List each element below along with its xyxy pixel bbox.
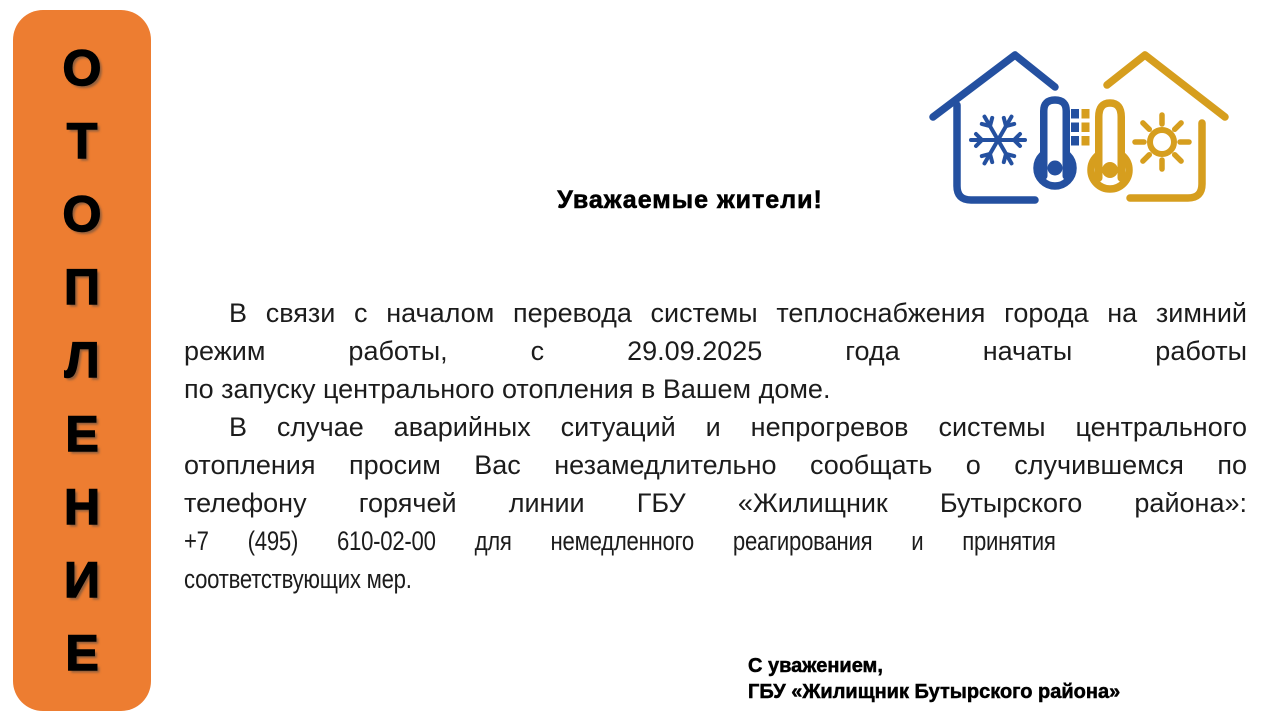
banner-letter: П [64,259,100,316]
body-line: по запуску центрального отопления в Вашем доме. [184,374,831,404]
body-line-phone: +7 (495) 610-02-00 для немедленного реагирования и принятия [184,526,1056,556]
banner-letter: И [64,551,100,608]
signature-block [748,653,1120,705]
signature-greeting: С уважением, [748,655,883,677]
banner-letter: О [62,40,102,97]
heating-vertical-banner [13,10,151,711]
sun-icon [1135,115,1189,169]
cold-thermometer-icon [1037,100,1073,186]
body-line: отопления просим Вас незамедлительно сообщать о случившемся по [184,450,1247,480]
signature-organization: ГБУ «Жилищник Бутырского района» [748,681,1121,703]
banner-letter: Е [65,624,99,681]
body-line: телефону горячей линии ГБУ «Жилищник Бутырского района»: [184,488,1247,518]
banner-letter: Т [66,113,98,170]
cold-and-warm-houses-icon [925,45,1245,225]
notice-body [184,294,1247,598]
warm-thermometer-icon [1091,103,1129,189]
page-title: Уважаемые жители! [557,186,823,214]
banner-letter: Е [65,405,99,462]
body-line: режим работы, с 29.09.2025 года начаты работы [184,336,1247,366]
banner-letter: О [62,186,102,243]
body-line: В связи с началом перевода системы теплоснабжения города на зимний [229,298,1247,328]
snowflake-icon [971,117,1025,164]
banner-letter: Н [63,478,101,535]
body-line: В случае аварийных ситуаций и непрогревов системы центрального [229,412,1247,442]
banner-letter: Л [64,332,100,389]
body-line: соответствующих мер. [184,564,412,594]
heat-level-squares [1071,109,1090,146]
